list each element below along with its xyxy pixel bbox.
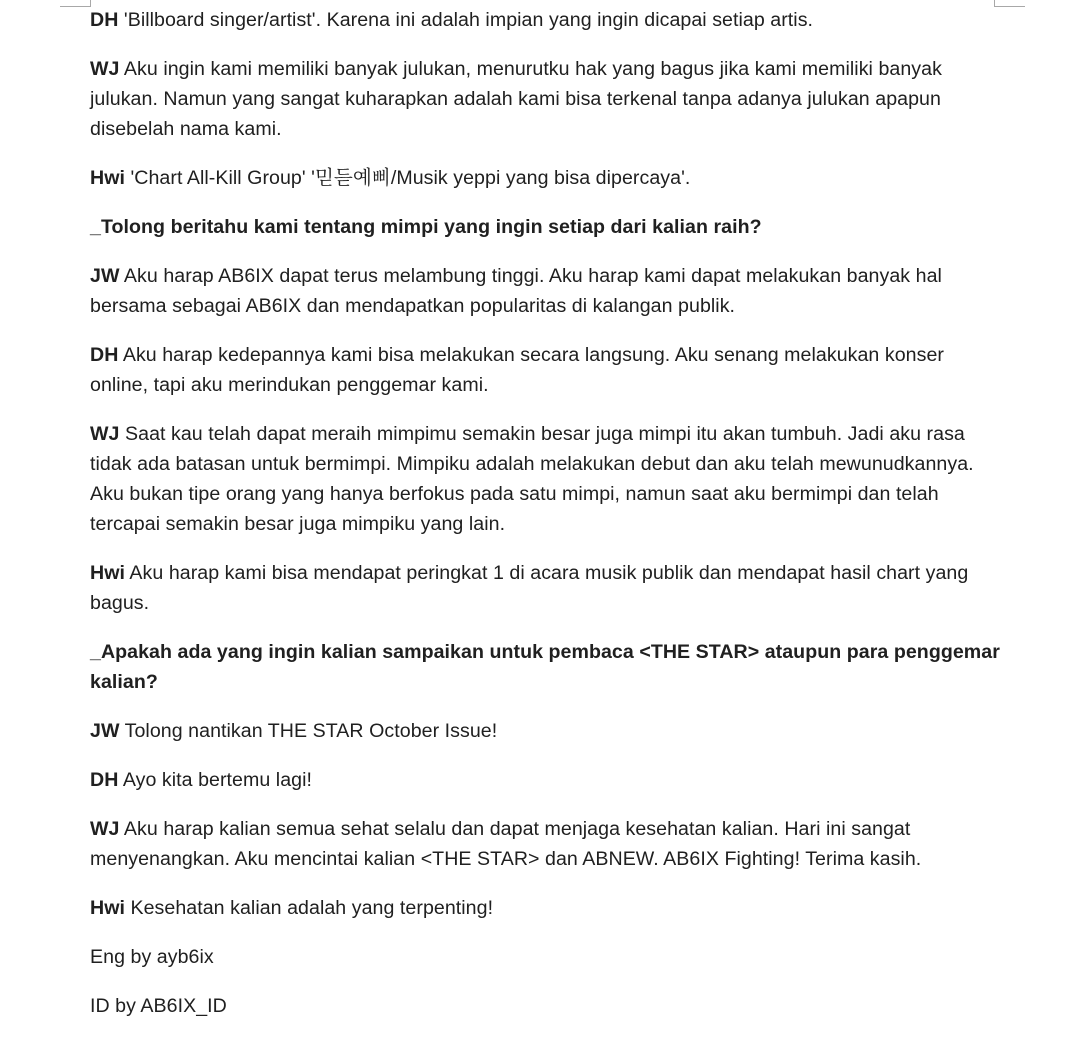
answer-paragraph — [90, 716, 1005, 746]
speaker-label: Hwi — [90, 167, 125, 189]
speaker-label: DH — [90, 769, 119, 791]
answer-paragraph — [90, 419, 1005, 539]
answer-text: 'Chart All-Kill Group' '믿듣예삐/Musik yeppi yang bisa dipercaya'. — [130, 167, 691, 189]
answer-text: Aku harap kami bisa mendapat peringkat 1 di acara musik publik dan mendapat hasil chart yang bagus. — [90, 562, 969, 614]
answer-paragraph — [90, 5, 1005, 35]
answer-paragraph — [90, 814, 1005, 874]
answer-paragraph — [90, 765, 1005, 795]
speaker-label: WJ — [90, 423, 120, 445]
speaker-label: JW — [90, 265, 120, 287]
answer-paragraph — [90, 54, 1005, 144]
answer-text: Aku ingin kami memiliki banyak julukan, menurutku hak yang bagus jika kami memiliki banyak julukan. Namun yang sangat kuharapkan adalah kami bisa terkenal tanpa adanya julukan apapun disebelah nama kami. — [90, 58, 942, 140]
credit-indonesian: ID by AB6IX_ID — [90, 995, 227, 1017]
answer-paragraph — [90, 340, 1005, 400]
speaker-label: Hwi — [90, 562, 125, 584]
answer-text: Aku harap AB6IX dapat terus melambung tinggi. Aku harap kami dapat melakukan banyak hal bersama sebagai AB6IX dan mendapatkan popularitas di kalangan publik. — [90, 265, 942, 317]
answer-text: Saat kau telah dapat meraih mimpimu semakin besar juga mimpi itu akan tumbuh. Jadi aku rasa tidak ada batasan untuk bermimpi. Mimpiku adalah melakukan debut dan aku telah mewunudkannya. Aku bukan tipe orang yang hanya berfokus pada satu mimpi, namun saat aku bermimpi dan telah tercapai semakin besar juga mimpiku yang lain. — [90, 423, 974, 535]
answer-text: 'Billboard singer/artist'. Karena ini adalah impian yang ingin dicapai setiap artis. — [123, 9, 814, 31]
speaker-label: DH — [90, 9, 119, 31]
answer-paragraph — [90, 163, 1005, 193]
answer-text: Kesehatan kalian adalah yang terpenting! — [130, 897, 494, 919]
answer-paragraph — [90, 893, 1005, 923]
document-body — [90, 5, 1005, 1040]
page-corner-mark-left — [60, 0, 91, 7]
answer-text: Tolong nantikan THE STAR October Issue! — [124, 720, 498, 742]
question-paragraph: _Apakah ada yang ingin kalian sampaikan untuk pembaca <THE STAR> ataupun para penggemar kalian? — [90, 641, 1000, 693]
speaker-label: DH — [90, 344, 119, 366]
speaker-label: WJ — [90, 818, 120, 840]
answer-text: Aku harap kedepannya kami bisa melakukan secara langsung. Aku senang melakukan konser online, tapi aku merindukan penggemar kami. — [90, 344, 944, 396]
speaker-label: Hwi — [90, 897, 125, 919]
answer-paragraph — [90, 558, 1005, 618]
credit-english: Eng by ayb6ix — [90, 946, 214, 968]
answer-paragraph — [90, 261, 1005, 321]
speaker-label: WJ — [90, 58, 120, 80]
speaker-label: JW — [90, 720, 120, 742]
answer-text: Aku harap kalian semua sehat selalu dan dapat menjaga kesehatan kalian. Hari ini sangat menyenangkan. Aku mencintai kalian <THE STAR> dan ABNEW. AB6IX Fighting! Terima kasih. — [90, 818, 922, 870]
question-paragraph: _Tolong beritahu kami tentang mimpi yang ingin setiap dari kalian raih? — [90, 216, 762, 238]
answer-text: Ayo kita bertemu lagi! — [122, 769, 312, 791]
